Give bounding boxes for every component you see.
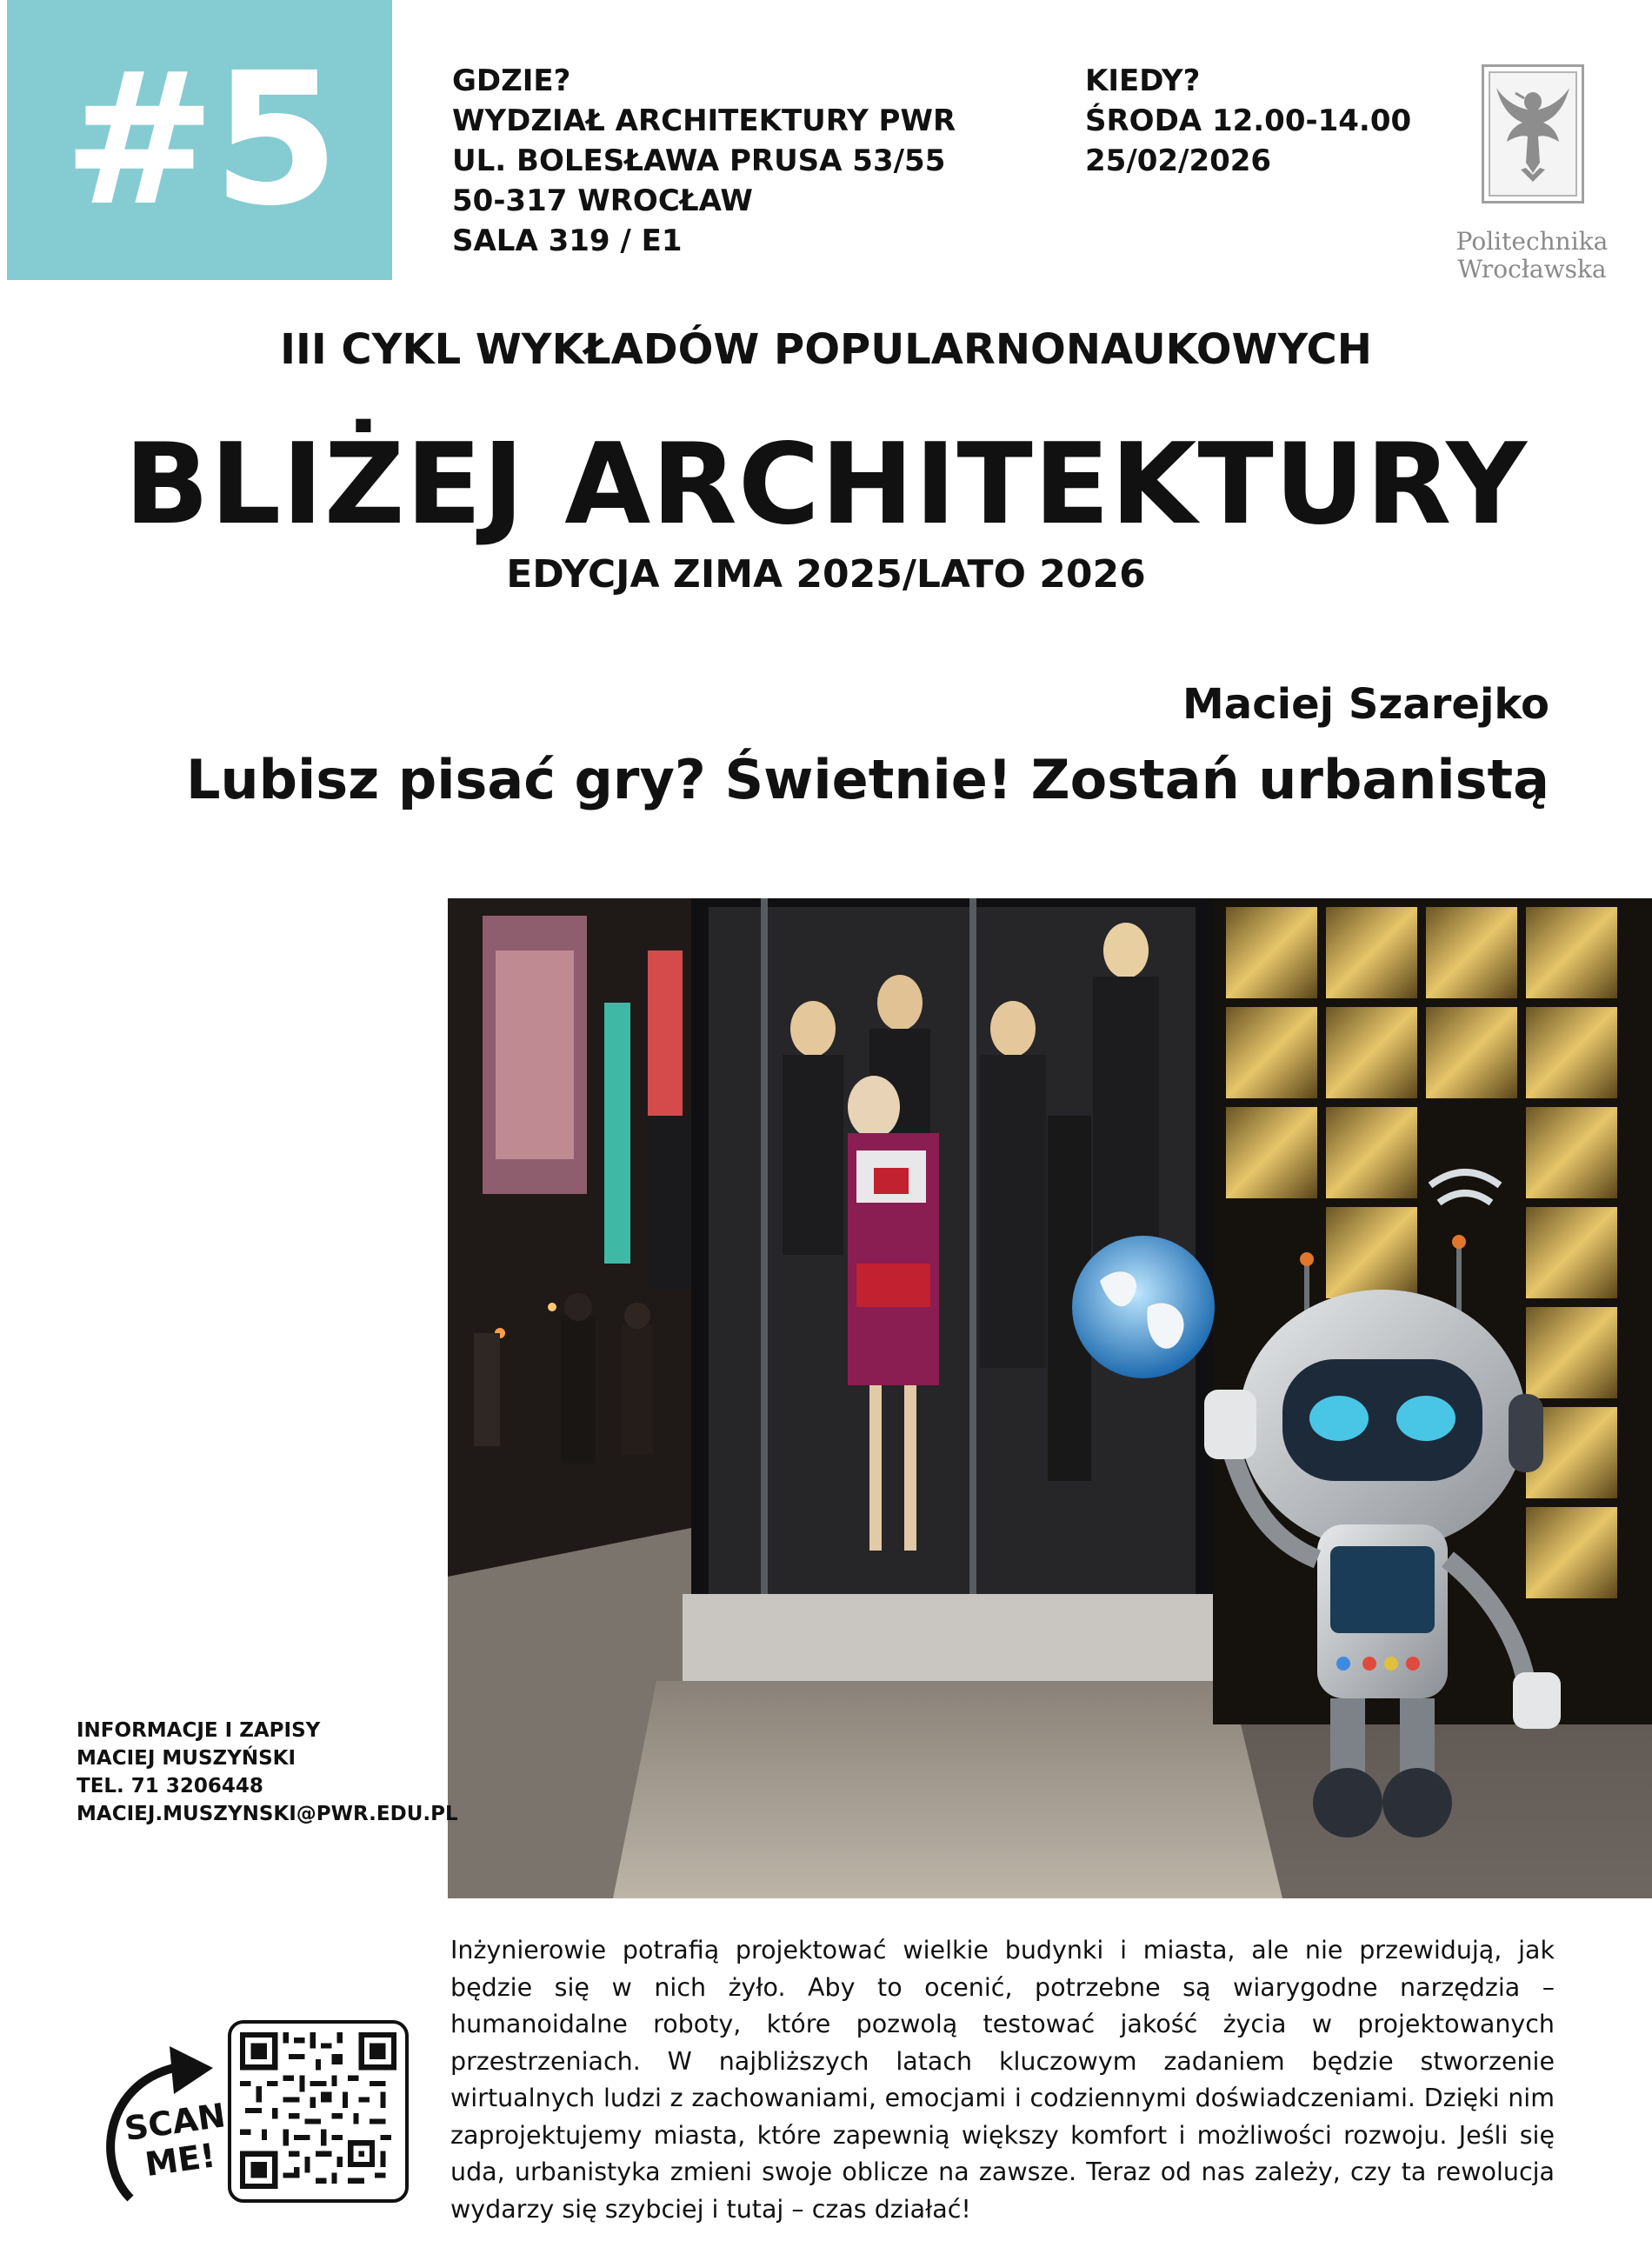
- date-time: ŚRODA 12.00-14.00: [1085, 103, 1412, 138]
- contact-person: MACIEJ MUSZYŃSKI: [77, 1747, 296, 1770]
- scan-word: SCAN: [122, 2096, 228, 2149]
- location-street: UL. BOLESŁAWA PRUSA 53/55: [452, 143, 946, 178]
- location-heading: GDZIE?: [452, 63, 571, 98]
- university-name-line-2: Wrocławska: [1457, 255, 1607, 283]
- event-number-badge: [7, 0, 392, 280]
- lecture-description: Inżynierowie potrafią projektować wielkie budynki i miasta, ale nie przewidują, jak będzie się w nich żyło. Aby to ocenić, potrzebne są wiarygodne narzędzia – humanoidalne roboty, które pozwolą testować jakość życia w projektowanych przestrzeniach. W najbliższych latach kluczowym zadaniem będzie stworzenie wirtualnych ludzi z zachowaniami, emocjami i codziennymi doświadczeniami. Dzięki nim zaprojektujemy miasta, które zapewnią większy komfort i możliwości rozwoju. Jeśli się uda, urbanistyka zmieni swoje oblicze na zawsze. Teraz od nas zależy, czy ta rewolucja wydarzy się szybciej i tutaj – czas działać!: [450, 1936, 1555, 2224]
- date-day: 25/02/2026: [1085, 143, 1272, 178]
- illustration-image: [448, 898, 1652, 1898]
- contact-email[interactable]: MACIEJ.MUSZYNSKI@PWR.EDU.PL: [77, 1803, 458, 1825]
- lecture-series: III CYKL WYKŁADÓW POPULARNONAUKOWYCH: [280, 325, 1372, 374]
- page-title: BLIŻEJ ARCHITEKTURY: [124, 420, 1528, 550]
- me-word: ME!: [143, 2136, 218, 2184]
- qr-code[interactable]: [228, 2020, 409, 2203]
- eagle-shield-icon: [1482, 64, 1584, 203]
- date-heading: KIEDY?: [1085, 63, 1201, 98]
- scan-me-label: [96, 2024, 226, 2207]
- edition-label: EDYCJA ZIMA 2025/LATO 2026: [506, 552, 1146, 597]
- speaker-name: Maciej Szarejko: [1182, 680, 1549, 729]
- contact-heading: INFORMACJE I ZAPISY: [77, 1719, 321, 1742]
- date-info: [1085, 61, 1411, 181]
- location-city: 50-317 WROCŁAW: [452, 183, 753, 218]
- event-number: #5: [63, 33, 336, 246]
- university-logo: [1454, 64, 1610, 290]
- contact-info: [77, 1717, 458, 1828]
- contact-phone: TEL. 71 3206448: [77, 1775, 263, 1797]
- university-name: [1454, 228, 1610, 283]
- university-name-line-1: Politechnika: [1455, 227, 1609, 256]
- location-room: SALA 319 / E1: [452, 223, 683, 258]
- location-info: [452, 61, 956, 261]
- location-faculty: WYDZIAŁ ARCHITEKTURY PWR: [452, 103, 956, 138]
- lecture-title: Lubisz pisać gry? Świetnie! Zostań urbanistą: [185, 748, 1549, 811]
- scan-me-text: [122, 2096, 233, 2185]
